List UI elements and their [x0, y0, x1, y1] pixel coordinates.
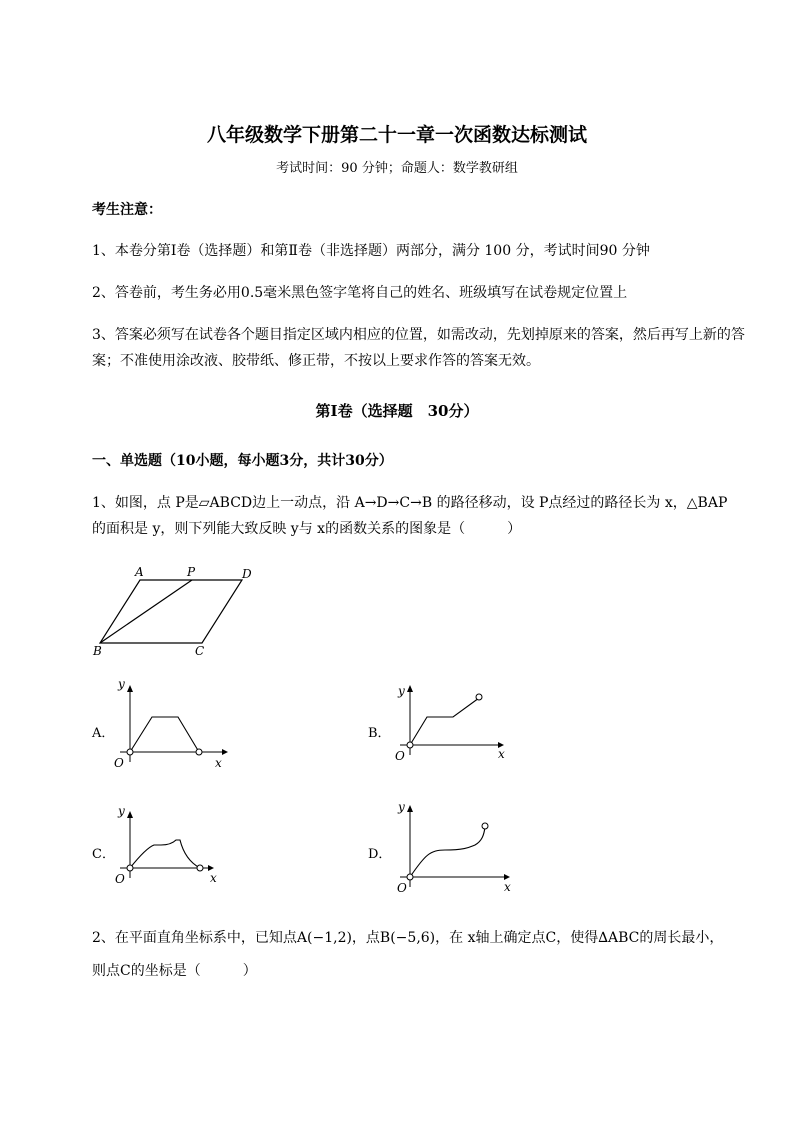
x-axis-label: x — [498, 747, 505, 761]
label-a: A — [135, 565, 144, 579]
question-2-line-2: 则点C的坐标是（ ） — [92, 963, 257, 979]
notice-item-1: 1、本卷分第Ⅰ卷（选择题）和第Ⅱ卷（非选择题）两部分，满分 100 分，考试时间90 分钟 — [92, 243, 650, 259]
label-p: P — [187, 565, 196, 579]
option-b-label[interactable]: B． — [368, 726, 391, 741]
option-a-graph — [110, 672, 240, 772]
notice-heading: 考生注意： — [92, 202, 162, 218]
x-axis-label: x — [210, 871, 217, 885]
section-title: 第Ⅰ卷（选择题 30分） — [315, 402, 479, 420]
page-title: 八年级数学下册第二十一章一次函数达标测试 — [206, 124, 587, 146]
function-curve — [410, 827, 485, 877]
option-d-graph — [390, 795, 520, 895]
label-d: D — [242, 567, 252, 581]
option-d-label[interactable]: D． — [368, 847, 392, 862]
x-axis-arrow — [222, 749, 228, 755]
start-point — [127, 865, 133, 871]
end-point — [197, 865, 203, 871]
y-axis-arrow — [127, 685, 133, 692]
notice-item-2: 2、答卷前，考生务必用0.5毫米黑色签字笔将自己的姓名、班级填写在试卷规定位置上 — [92, 285, 628, 301]
option-b-graph — [390, 680, 520, 770]
option-c-graph — [110, 800, 230, 890]
start-point — [407, 742, 413, 748]
y-axis-label: y — [398, 684, 405, 698]
y-axis-arrow — [407, 685, 413, 692]
function-curve — [130, 717, 199, 752]
y-axis-label: y — [398, 800, 405, 814]
function-curve — [410, 698, 479, 745]
y-axis-label: y — [118, 677, 125, 691]
origin-label: O — [115, 872, 125, 886]
x-axis-label: x — [215, 756, 222, 770]
function-curve — [130, 840, 200, 868]
start-point — [407, 874, 413, 880]
question-2-line-1: 2、在平面直角坐标系中，已知点A(−1,2)，点B(−5,6)，在 x轴上确定点C，使得∆ABC的周长最小， — [92, 930, 724, 946]
segment-bp — [100, 580, 192, 643]
end-point — [196, 749, 202, 755]
y-axis-arrow — [407, 805, 413, 812]
origin-label: O — [114, 756, 124, 770]
option-c-label[interactable]: C． — [92, 847, 115, 862]
question-1-line-2: 的面积是 y，则下列能大致反映 y与 x的函数关系的图象是（ ） — [92, 521, 522, 537]
y-axis-label: y — [118, 804, 125, 818]
notice-item-3: 3、答案必须写在试卷各个题目指定区域内相应的位置，如需改动，先划掉原来的答案，然后再写上新的答案；不准使用涂改液、胶带纸、修正带，不按以上要求作答的答案无效。 — [92, 327, 745, 369]
label-b: B — [93, 644, 102, 658]
part-heading: 一、单选题（10小题，每小题3分，共计30分） — [92, 453, 393, 469]
end-point — [482, 823, 488, 829]
parallelogram-shape — [100, 580, 242, 643]
exam-info: 考试时间：90 分钟；命题人：数学教研组 — [276, 161, 518, 176]
end-point — [476, 694, 482, 700]
origin-label: O — [395, 749, 405, 763]
option-a-label[interactable]: A． — [92, 726, 115, 741]
y-axis-arrow — [127, 811, 133, 818]
start-point — [127, 749, 133, 755]
question-1-line-1: 1、如图，点 P是▱ABCD边上一动点，沿 A→D→C→B 的路径移动，设 P点经过的路径长为 x，△BAP — [92, 495, 728, 511]
x-axis-label: x — [504, 880, 511, 894]
parallelogram-figure — [85, 560, 265, 660]
origin-label: O — [397, 881, 407, 895]
label-c: C — [195, 644, 205, 658]
